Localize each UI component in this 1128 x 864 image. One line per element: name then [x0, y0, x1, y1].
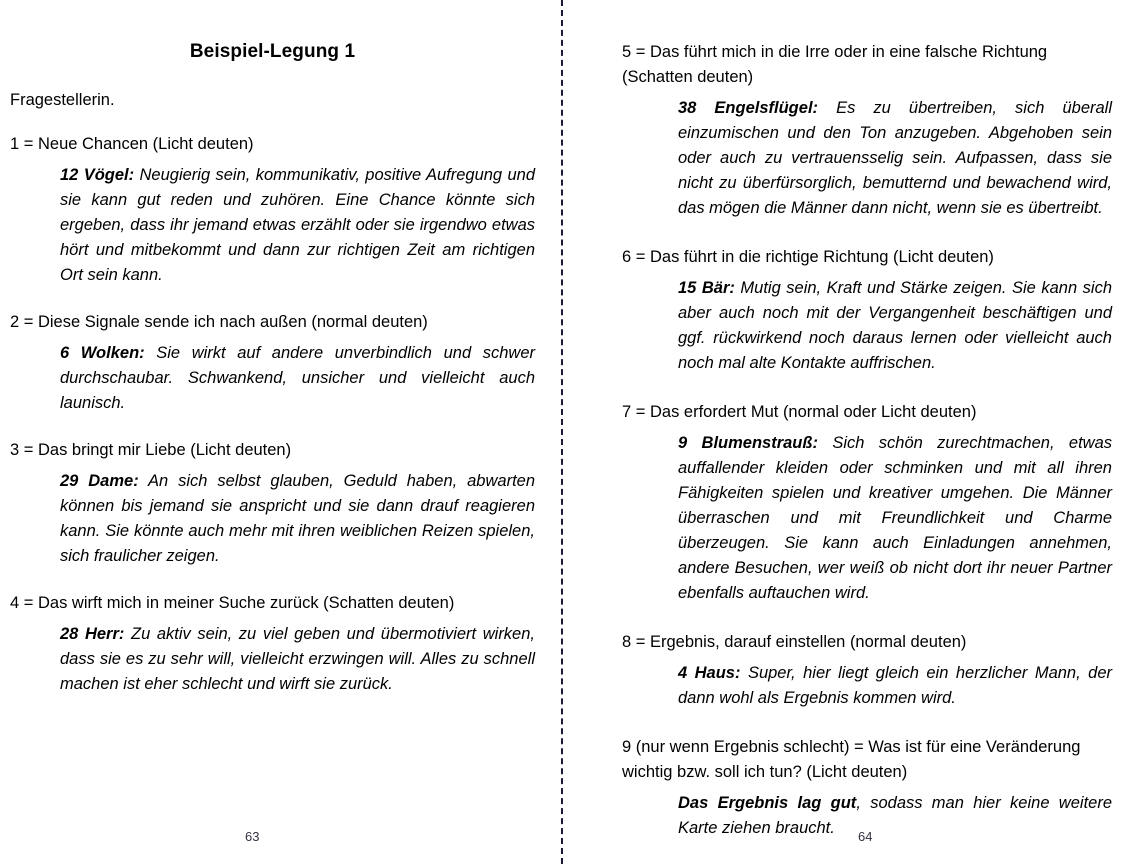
- card-interpretation-2: [60, 335, 535, 416]
- card-name-6: 15 Bär:: [678, 279, 735, 297]
- card-text-1: Neugierig sein, kommunikativ, positive Aufregung und sie kann gut reden und zuhören. Eine Chance könnte sich ergeben, dass ihr jemand etwas erzählt oder sie irgendwo etwas hört und mitbekommt und dann zur richtigen Zeit am richtigen Ort sein kann.: [60, 166, 535, 284]
- card-interpretation-3: [60, 463, 535, 569]
- card-name-4: 28 Herr:: [60, 625, 125, 643]
- card-name-9: Das Ergebnis lag gut: [678, 794, 857, 812]
- position-heading-1: 1 = Neue Chancen (Licht deuten): [10, 135, 254, 153]
- card-interpretation-6: [678, 270, 1112, 376]
- card-name-5: 38 Engelsflügel:: [678, 99, 819, 117]
- page-number-left: 63: [245, 829, 260, 844]
- right-page-column: [612, 0, 1128, 864]
- card-interpretation-7: [678, 425, 1112, 606]
- card-text-8: Super, hier liegt gleich ein herzlicher Mann, der dann wohl als Ergebnis kommen wird.: [678, 664, 1112, 707]
- card-interpretation-8: [678, 655, 1112, 711]
- position-heading-4: 4 = Das wirft mich in meiner Suche zurück (Schatten deuten): [10, 594, 455, 612]
- card-name-3: 29 Dame:: [60, 472, 139, 490]
- page-number-right: 64: [858, 829, 873, 844]
- card-text-3: An sich selbst glauben, Geduld haben, abwarten können bis jemand sie anspricht und sie dann drauf reagieren kann. Sie könnte auch mehr mit ihren weiblichen Reizen spielen, sich fraulicher zeigen.: [60, 472, 536, 565]
- position-heading-8: 8 = Ergebnis, darauf einstellen (normal deuten): [622, 633, 967, 651]
- card-text-4: Zu aktiv sein, zu viel geben und übermotiviert wirken, dass sie es zu sehr will, vielleicht erzwingen will. Alles zu schnell machen ist eher schlecht und wirft sie zurück.: [60, 625, 535, 693]
- card-text-5: Es zu übertreiben, sich überall einzumischen und den Ton anzugeben. Abgehoben sein oder auch zu vertrauensselig sein. Aufpassen, dass sie nicht zu überfürsorglich, bemutternd und bewachend wird, das mögen die Männer dann nicht, wenn sie es übertreibt.: [678, 99, 1113, 217]
- position-heading-6: 6 = Das führt in die richtige Richtung (Licht deuten): [622, 248, 994, 266]
- card-text-7: Sich schön zurechtmachen, etwas auffallender kleiden oder schminken und mit all ihren Fähigkeiten spielen und kreativer umgehen. Die Männer überraschen und mit Freundlichkeit und Charme überzeugen. Sie kann auch Einladungen annehmen, andere Besuchen, wer weiß ob nicht dort ihr neuer Partner ebenfalls auftauchen wird.: [678, 434, 1113, 602]
- card-name-7: 9 Blumenstrauß:: [678, 434, 818, 452]
- card-interpretation-4: [60, 616, 535, 697]
- card-interpretation-9: [678, 785, 1112, 841]
- intro-line: Fragestellerin.: [10, 91, 115, 109]
- card-interpretation-5: [678, 90, 1112, 221]
- card-name-2: 6 Wolken:: [60, 344, 145, 362]
- position-heading-7: 7 = Das erfordert Mut (normal oder Licht deuten): [622, 403, 977, 421]
- card-interpretation-1: [60, 157, 535, 288]
- position-heading-5: 5 = Das führt mich in die Irre oder in eine falsche Richtung (Schatten deuten): [622, 43, 1048, 86]
- card-text-6: Mutig sein, Kraft und Stärke zeigen. Sie kann sich aber auch noch mit der Vergangenheit beschäftigen und ggf. rückwirkend noch daraus lernen oder vielleicht auch noch mal alte Kontakte auffrischen.: [678, 279, 1112, 372]
- card-name-1: 12 Vögel:: [60, 166, 135, 184]
- position-heading-2: 2 = Diese Signale sende ich nach außen (normal deuten): [10, 313, 428, 331]
- card-text-9: , sodass man hier keine weitere Karte ziehen braucht.: [678, 794, 1112, 837]
- position-heading-9: 9 (nur wenn Ergebnis schlecht) = Was ist für eine Veränderung wichtig bzw. soll ich tun? (Licht deuten): [622, 738, 1081, 781]
- card-name-8: 4 Haus:: [678, 664, 741, 682]
- page-title: Beispiel-Legung 1: [189, 41, 356, 62]
- card-text-2: Sie wirkt auf andere unverbindlich und schwer durchschaubar. Schwankend, unsicher und vielleicht auch launisch.: [60, 344, 535, 412]
- left-page-column: [0, 0, 545, 864]
- page-divider: [561, 0, 563, 864]
- position-heading-3: 3 = Das bringt mir Liebe (Licht deuten): [10, 441, 292, 459]
